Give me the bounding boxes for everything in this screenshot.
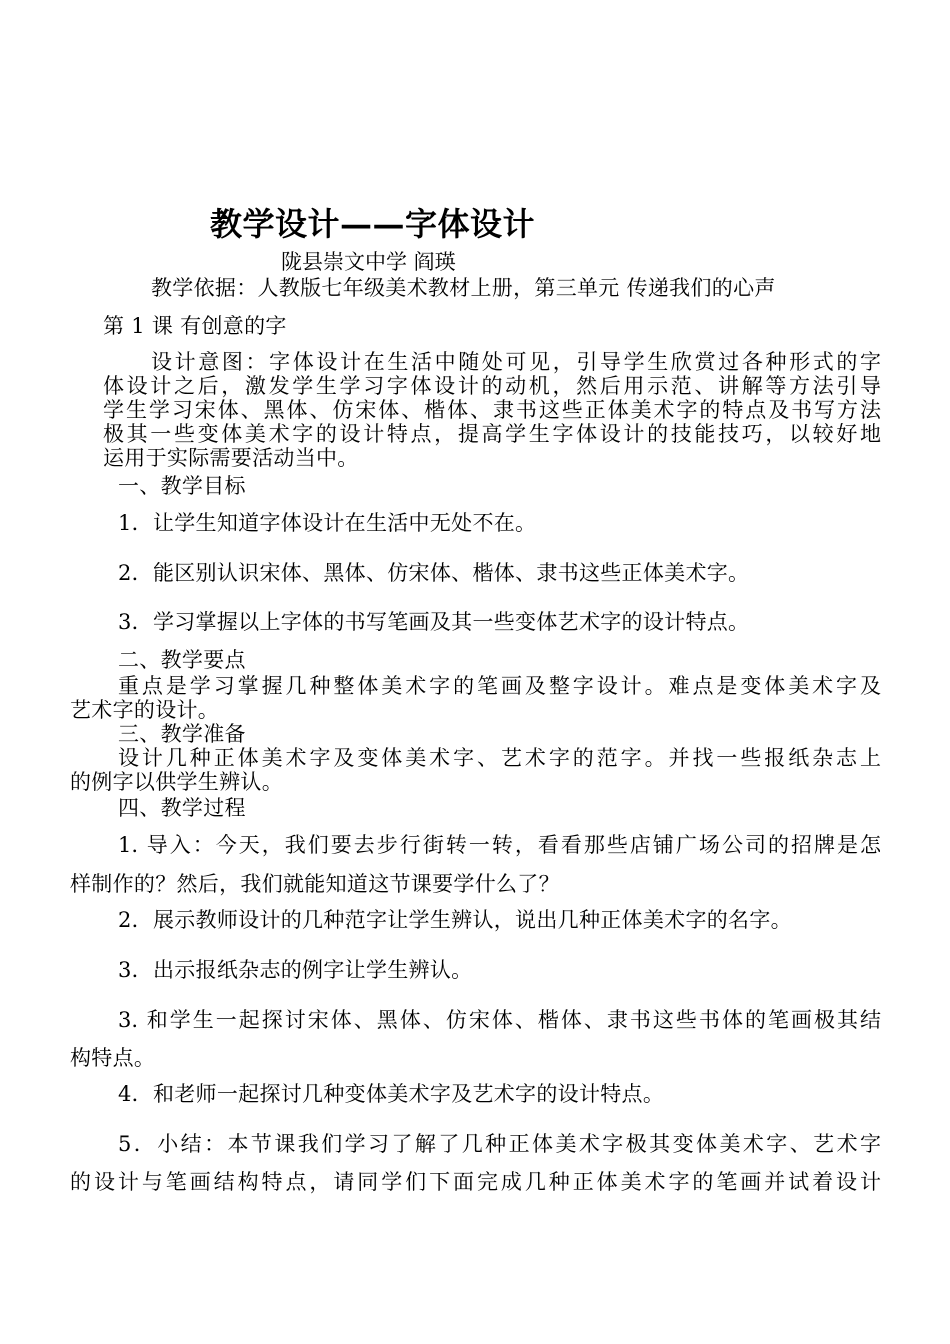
document-title: 教学设计——字体设计 xyxy=(210,205,536,243)
objective-item-2: 2．能区别认识宋体、黑体、仿宋体、楷体、隶书这些正体美术字。 xyxy=(118,561,750,585)
intent-line-5: 运用于实际需要活动当中。 xyxy=(103,446,359,470)
intent-line-1: 设计意图：字体设计在生活中随处可见，引导学生欣赏过各种形式的字 xyxy=(151,350,881,374)
preparation-line-2: 的例字以供学生辨认。 xyxy=(70,770,283,794)
section-heading-preparation: 三、教学准备 xyxy=(118,722,246,746)
lesson-title: 第 1 课 有创意的字 xyxy=(103,314,287,338)
intent-line-4: 极其一些变体美术字的设计特点，提高学生字体设计的技能技巧，以较好地 xyxy=(103,422,881,446)
process-step-3: 3．出示报纸杂志的例字让学生辨认。 xyxy=(118,958,473,982)
process-step-4-line-1: 3. 和学生一起探讨宋体、黑体、仿宋体、楷体、隶书这些书体的笔画极其结 xyxy=(118,1008,881,1032)
objective-item-1: 1．让学生知道字体设计在生活中无处不在。 xyxy=(118,511,537,535)
section-heading-process: 四、教学过程 xyxy=(118,796,246,820)
author-line: 陇县崇文中学 阎瑛 xyxy=(281,250,456,274)
section-heading-objectives: 一、教学目标 xyxy=(118,474,246,498)
intent-line-2: 体设计之后，激发学生学习字体设计的动机，然后用示范、讲解等方法引导 xyxy=(103,374,881,398)
section-heading-keypoints: 二、教学要点 xyxy=(118,648,246,672)
process-step-6-line-1: 5．小结：本节课我们学习了解了几种正体美术字极其变体美术字、艺术字 xyxy=(118,1132,881,1156)
objective-item-3: 3．学习掌握以上字体的书写笔画及其一些变体艺术字的设计特点。 xyxy=(118,610,750,634)
preparation-line-1: 设计几种正体美术字及变体美术字、艺术字的范字。并找一些报纸杂志上 xyxy=(118,746,881,770)
process-step-1-line-1: 1. 导入：今天，我们要去步行街转一转，看看那些店铺广场公司的招牌是怎 xyxy=(118,833,881,857)
process-step-6-line-2: 的设计与笔画结构特点，请同学们下面完成几种正体美术字的笔画并试着设计 xyxy=(70,1170,881,1194)
teaching-basis: 教学依据：人教版七年级美术教材上册，第三单元 传递我们的心声 xyxy=(151,276,776,300)
process-step-4-line-2: 构特点。 xyxy=(70,1046,156,1070)
process-step-5: 4．和老师一起探讨几种变体美术字及艺术字的设计特点。 xyxy=(118,1082,665,1106)
keypoints-line-2: 艺术字的设计。 xyxy=(70,698,220,722)
process-step-2: 2．展示教师设计的几种范字让学生辨认，说出几种正体美术字的名字。 xyxy=(118,908,792,932)
keypoints-line-1: 重点是学习掌握几种整体美术字的笔画及整字设计。难点是变体美术字及 xyxy=(118,674,881,698)
process-step-1-line-2: 样制作的？然后，我们就能知道这节课要学什么了？ xyxy=(70,872,560,896)
intent-line-3: 学生学习宋体、黑体、仿宋体、楷体、隶书这些正体美术字的特点及书写方法 xyxy=(103,398,881,422)
